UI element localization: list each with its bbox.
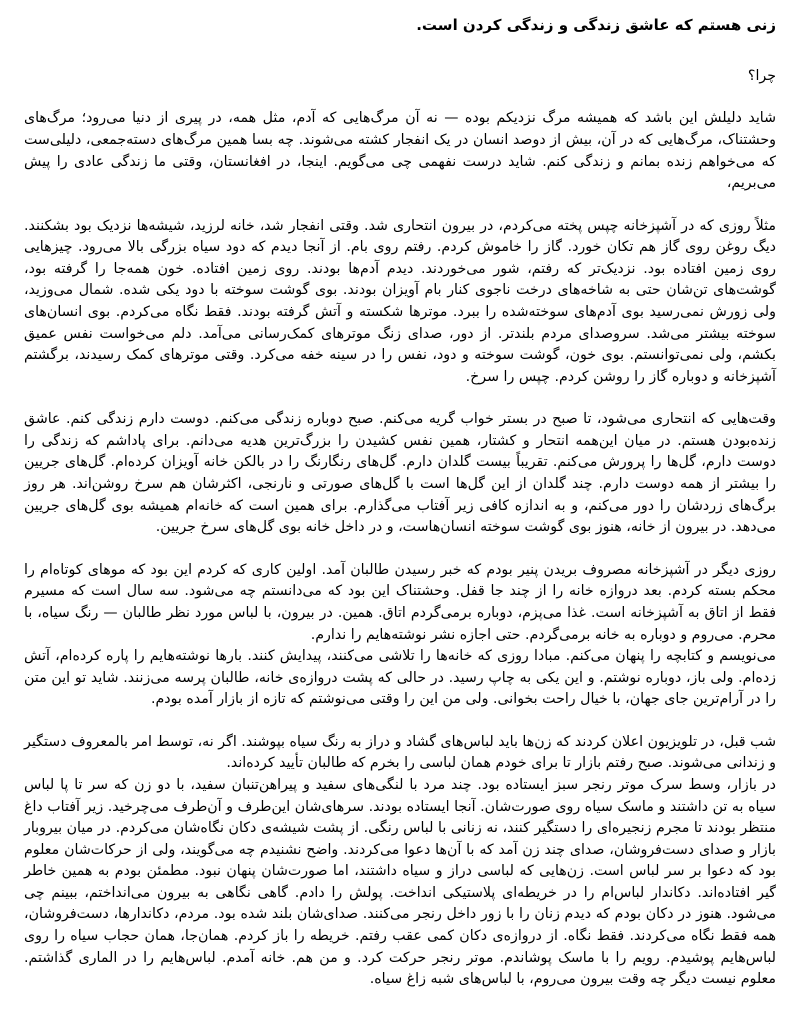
paragraph-bazaar-part-1: شب قبل، در تلویزیون اعلان کردند که زن‌ها باید لباس‌های گشاد و دراز به رنگ سیاه بپوشند. اگر نه، توسط امر بالمعروف دستگیر و زندانی می‌شوند. صبح رفتم بازار تا برای خودم همان لباسی را بخرم که طالبان تأیید کرده‌اند. bbox=[24, 733, 776, 772]
paragraph-why-death: شاید دلیلش این باشد که همیشه مرگ نزدیکم بوده — نه آن مرگ‌هایی که آدم، مثل همه، در پیری از دنیا می‌رود؛ مرگ‌های وحشتناک، مرگ‌هایی که در آن، بیش از دوصد انسان در یک انفجار کشته می‌شوند. چه بسا همین مرگ‌های دسته‌جمعی، دلیلی‌ست که می‌خواهم زنده بمانم و زندگی کنم. شاید درست نفهمی چی می‌گویم. اینجا، در افغانستان، وقتی ما زندگی عادی را پیش می‌بریم، bbox=[24, 110, 776, 192]
question-line: چرا؟ bbox=[747, 67, 776, 84]
paragraph-taliban-arrival-part-2: می‌نویسم و کتابچه را پنهان می‌کنم. مبادا روزی که خانه‌ها را تلاشی می‌کنند، پیدایش کنند. بارها نوشته‌هایم را پاره کرده‌ام، آتش زده‌ام. ولی باز، دوباره نوشتم. و این یکی به چاپ رسید. در حالی که پشت دروازه‌ی خانه، طالبان پرسه می‌زنند. شاید تو این متن را در آرام‌ترین جای جهان، با خیال راحت بخوانی. ولی من این را وقتی می‌نوشتم که تازه از بازار آمده بودم. bbox=[24, 648, 776, 708]
paragraph-flowers: وقت‌هایی که انتحاری می‌شود، تا صبح در بستر خواب گریه می‌کنم. صبح دوباره زندگی می‌کنم. دوست دارم زندگی کنم. عاشق زنده‌بودن هستم. در میان این‌همه انتحار و کشتار، همین نفس کشیدن را بزرگ‌ترین هدیه می‌دانم. برای پاداشم که زندگی را دوست دارم، گل‌ها را پرورش می‌کنم. تقریباً بیست گلدان دارم. گل‌های رنگارنگ را در بالکن خانه آویزان کرده‌ام. گل‌های جریین را بیشتر از همه دوست دارم. چند گلدان از این گل‌ها است با گل‌های صورتی و نارنجی، اکثرشان هم سرخ روشن‌اند. هر روز برگ‌های زردشان را دور می‌کنم، و به اندازه کافی زیر آفتاب می‌گذارم. برای همین است که خانه‌ام همیشه بوی گل‌های جریین می‌دهد. در بیرون از خانه، هنوز بوی گوشت سوخته انسان‌هاست، و در داخل خانه بوی گل‌های سرخ جریین. bbox=[24, 411, 776, 536]
paragraph-taliban-arrival-part-1: روزی دیگر در آشپزخانه مصروف بریدن پنیر بودم که خبر رسیدن طالبان آمد. اولین کاری که کردم این بود که موهای کوتاه‌ام را محکم بسته کردم. بعد دروازه خانه را از چند جا قفل. وحشتناک این بود که می‌دانستم چه می‌شود. سه سال است که مسیرم فقط از اتاق به آشپزخانه است. غذا می‌پزم، دوباره برمی‌گردم اتاق. همین. در بیرون، با لباس مورد نظر طالبان — رنگ سیاه، با محرم. می‌روم و دوباره به خانه برمی‌گردم. حتی اجازه نشر نوشته‌هایم را ندارم. bbox=[24, 561, 776, 643]
paragraph-taliban-arrival bbox=[24, 560, 776, 711]
paragraph-bazaar-part-2: در بازار، وسط سرک موتر رنجر سبز ایستاده بود. چند مرد با لنگی‌های سفید و پیراهن‌تنبان سفید، با دو زن که سر تا پا لباس سیاه به تن داشتند و ماسک سیاه روی صورت‌شان. آنجا ایستاده بودند. سرهای‌شان این‌طرف و آن‌طرف می‌چرخید. زیر آفتاب داغ منتظر بودند تا مجرم زنجیره‌ای را دستگیر کنند، نه زنانی با لباس رنگی. از پشت شیشه‌ی دکان نگاه‌شان می‌کردم. در میان بیروبار بازار و صدای دست‌فروشان، صدای چند زن آمد که با آن‌ها دعوا می‌کردند. واضح نشنیدم چه می‌گویند، ولی از حرکات‌شان معلوم بود که دعوا بر سر لباس است. زن‌هایی که لباسی دراز و سیاه داشتند، اما صورت‌شان پنهان نبود. مطمئن بودم به همین خاطر گیر افتاده‌اند. دکاندار لباس‌ام را در خریطه‌ای پلاستیکی انداخت. پولش را دادم. گاهی نگاهی به بیرون می‌انداختم، ببینم چی می‌شود. هنوز در دکان بودم که دیدم زنان را با زور داخل رنجر می‌کنند. صدای‌شان بلند شده بود. مردم، دکاندارها، دست‌فروشان، همه فقط نگاه می‌کردند. فقط نگاه. از دروازه‌ی دکان کمی عقب رفتم. خریطه را باز کردم. همان‌جا، همان حجاب سیاه را روی لباس‌هایم پوشیدم. رویم را با ماسک پوشاندم. موتر رنجر حرکت کرد. و من هم. خانه آمدم. لباس‌هایم را در الماری گذاشتم. معلوم نیست دیگر چه وقت بیرون می‌روم، با لباس‌های شبه زاغ سیاه. bbox=[24, 776, 776, 988]
paragraph-bazaar bbox=[24, 732, 776, 991]
paragraph-kitchen-explosion: مثلاً روزی که در آشپزخانه چپس پخته می‌کردم، در بیرون انتحاری شد. وقتی انفجار شد، خانه لرزید، شیشه‌ها نزدیک بود بشکنند. دیگ روغن روی گاز هم تکان خورد. گاز را خاموش کردم. رفتم روی بام. از آنجا دیدم که دود سیاه بزرگی بالا می‌رود. چیزهایی روی زمین افتاده بود. نزدیک‌تر که رفتم، شور می‌خوردند. دیدم آدم‌ها بودند. روی زمین افتاده. خون همه‌جا را گرفته بود، گوشت‌های تن‌شان حتی به شاخه‌های درخت ناجوی کنار بام آویزان بودند. بوی گوشت سوخته با دود یکی شده. شمال می‌وزید، ولی زورش نمی‌رسید بوی آدم‌های سوخته‌شده را ببرد. موترها شکسته و آتش گرفته بودند. فقط نگاه می‌کردم. بوی انسان‌های سوخته بیشتر می‌شد. سروصدای مردم بلندتر. از دور، صدای زنگ موترهای کمک‌رسانی می‌آمد. دلم می‌خواست نفس عمیق بکشم، ولی نمی‌توانستم. بوی خون، گوشت سوخته و دود، نفس را در سینه خفه می‌کرد. وقتی موترهای کمک رسیدند، برگشتم آشپزخانه و دوباره گاز را روشن کردم. چپس را سرخ. bbox=[24, 217, 776, 385]
document-title: زنی هستم که عاشق زندگی و زندگی کردن است. bbox=[416, 16, 776, 34]
